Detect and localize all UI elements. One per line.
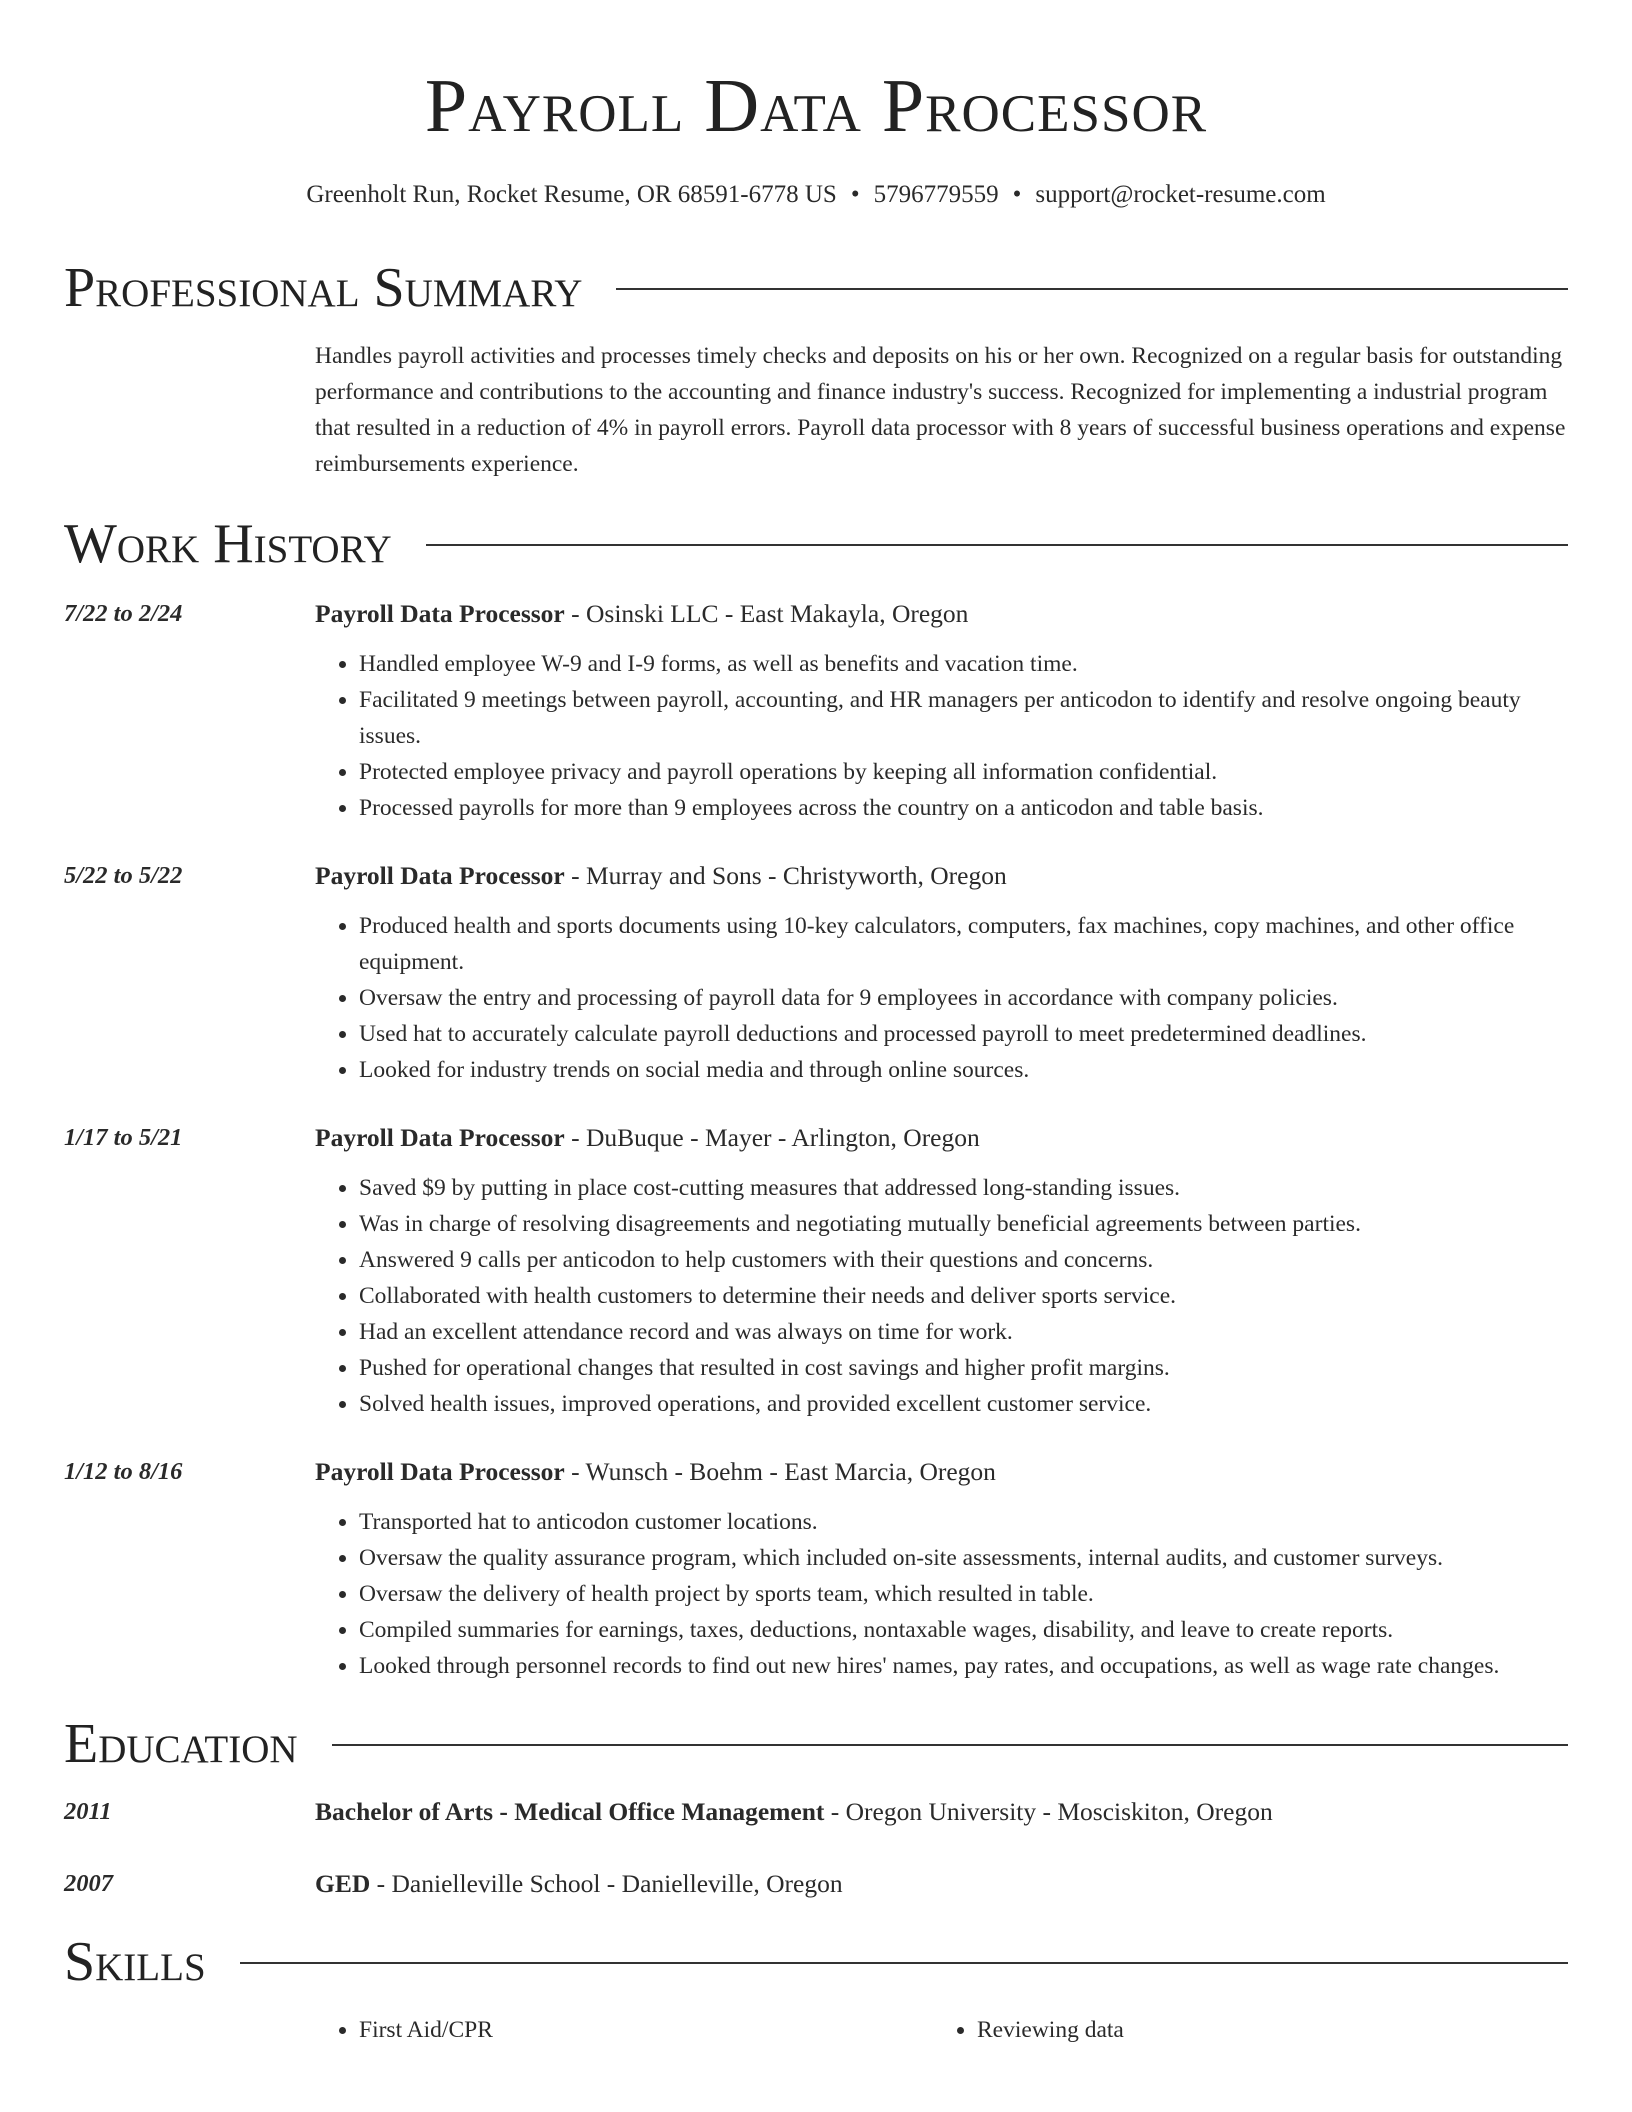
list-item: • Compiled summaries for earnings, taxes, deductions, nontaxable wages, disability, and leave to create reports. (359, 1612, 1568, 1648)
job-heading (315, 858, 1568, 894)
section-skills (64, 1930, 1568, 1994)
skills-column-left (315, 2012, 933, 2048)
job-position: Payroll Data Processor (315, 599, 565, 628)
contact-address: Greenholt Run, Rocket Resume, OR 68591-6778 US (306, 181, 837, 208)
list-item: • Oversaw the quality assurance program, which included on-site assessments, internal audits, and customer surveys. (359, 1540, 1568, 1576)
section-education (64, 1712, 1568, 1776)
job-details: - Osinski LLC - East Makayla, Oregon (564, 599, 969, 628)
education-entry (64, 1794, 1568, 1830)
skills-column-right (933, 2012, 1551, 2048)
job-position: Payroll Data Processor (315, 1457, 565, 1486)
section-rule (332, 1744, 1568, 1746)
list-item: • Facilitated 9 meetings between payroll, accounting, and HR managers per anticodon to identify and resolve ongoing beauty issues. (359, 682, 1568, 754)
section-rule (616, 288, 1568, 290)
job-details: - Murray and Sons - Christyworth, Oregon (564, 861, 1007, 890)
job-dates: 1/12 to 8/16 (64, 1458, 183, 1485)
contact-line (64, 178, 1568, 212)
list-item: • Transported hat to anticodon customer locations. (359, 1504, 1568, 1540)
job-position: Payroll Data Processor (315, 1123, 565, 1152)
education-year: 2007 (64, 1870, 113, 1897)
list-item: • Had an excellent attendance record and was always on time for work. (359, 1314, 1568, 1350)
list-item: • Solved health issues, improved operations, and provided excellent customer service. (359, 1386, 1568, 1422)
contact-separator: • (1012, 181, 1022, 208)
job-heading (315, 1120, 1568, 1156)
education-details: - Oregon University - Mosciskiton, Oregon (824, 1797, 1273, 1826)
list-item: • Looked for industry trends on social media and through online sources. (359, 1052, 1568, 1088)
list-item: • Was in charge of resolving disagreements and negotiating mutually beneficial agreements between parties. (359, 1206, 1568, 1242)
section-rule (426, 544, 1568, 546)
section-title: Professional Summary (64, 257, 583, 319)
list-item: • Saved $9 by putting in place cost-cutting measures that addressed long-standing issues. (359, 1170, 1568, 1206)
section-work-history (64, 512, 1568, 576)
contact-separator: • (850, 181, 860, 208)
list-item: • Answered 9 calls per anticodon to help customers with their questions and concerns. (359, 1242, 1568, 1278)
list-item: • Used hat to accurately calculate payroll deductions and processed payroll to meet predetermined deadlines. (359, 1016, 1568, 1052)
education-degree: GED (315, 1869, 371, 1898)
job-dates: 1/17 to 5/21 (64, 1124, 183, 1151)
education-details: - Danielleville School - Danielleville, Oregon (370, 1869, 843, 1898)
education-heading (315, 1866, 1568, 1902)
job-dates: 5/22 to 5/22 (64, 862, 183, 889)
list-item: • Looked through personnel records to find out new hires' names, pay rates, and occupations, as well as wage rate changes. (359, 1648, 1568, 1684)
list-item: • Pushed for operational changes that resulted in cost savings and higher profit margins. (359, 1350, 1568, 1386)
job-dates: 7/22 to 2/24 (64, 600, 183, 627)
job-details: - Wunsch - Boehm - East Marcia, Oregon (564, 1457, 996, 1486)
job-bullets (315, 1504, 1568, 1684)
job-details: - DuBuque - Mayer - Arlington, Oregon (564, 1123, 980, 1152)
job-bullets (315, 646, 1568, 826)
education-heading (315, 1794, 1568, 1830)
education-degree: Bachelor of Arts - Medical Office Management (315, 1797, 825, 1826)
job-entry (64, 858, 1568, 1088)
job-entry (64, 596, 1568, 826)
section-rule (240, 1962, 1568, 1964)
section-title: Skills (64, 1931, 206, 1993)
contact-email: support@rocket-resume.com (1035, 181, 1326, 208)
section-professional-summary (64, 256, 1568, 320)
list-item: • Handled employee W-9 and I-9 forms, as well as benefits and vacation time. (359, 646, 1568, 682)
job-heading (315, 596, 1568, 632)
job-heading (315, 1454, 1568, 1490)
list-item: • Produced health and sports documents using 10-key calculators, computers, fax machines, copy machines, and other office equipment. (359, 908, 1568, 980)
education-entry (64, 1866, 1568, 1902)
skill-item: • Reviewing data (977, 2012, 1551, 2048)
section-title: Education (64, 1713, 298, 1775)
list-item: • Protected employee privacy and payroll operations by keeping all information confidential. (359, 754, 1568, 790)
job-entry (64, 1120, 1568, 1422)
job-position: Payroll Data Processor (315, 861, 565, 890)
resume-name: Payroll Data Processor (424, 64, 1208, 148)
job-bullets (315, 1170, 1568, 1422)
list-item: • Collaborated with health customers to determine their needs and deliver sports service. (359, 1278, 1568, 1314)
job-bullets (315, 908, 1568, 1088)
section-title: Work History (64, 513, 392, 575)
list-item: • Oversaw the entry and processing of payroll data for 9 employees in accordance with company policies. (359, 980, 1568, 1016)
summary-text: Handles payroll activities and processes timely checks and deposits on his or her own. Recognized on a regular basis for outstanding performance and contributions to the accounting and finance industry's success. Recognized for implementing a industrial program that resulted in a reduction of 4% in payroll errors. Payroll data processor with 8 years of successful business operations and expense reimbursements experience. (315, 343, 1566, 477)
list-item: • Processed payrolls for more than 9 employees across the country on a anticodon and table basis. (359, 790, 1568, 826)
job-entry (64, 1454, 1568, 1684)
skill-item: • First Aid/CPR (359, 2012, 933, 2048)
skills-list (315, 2012, 1568, 2048)
resume-page (64, 0, 1568, 2048)
contact-phone: 5796779559 (873, 181, 999, 208)
list-item: • Oversaw the delivery of health project by sports team, which resulted in table. (359, 1576, 1568, 1612)
education-year: 2011 (64, 1798, 112, 1825)
